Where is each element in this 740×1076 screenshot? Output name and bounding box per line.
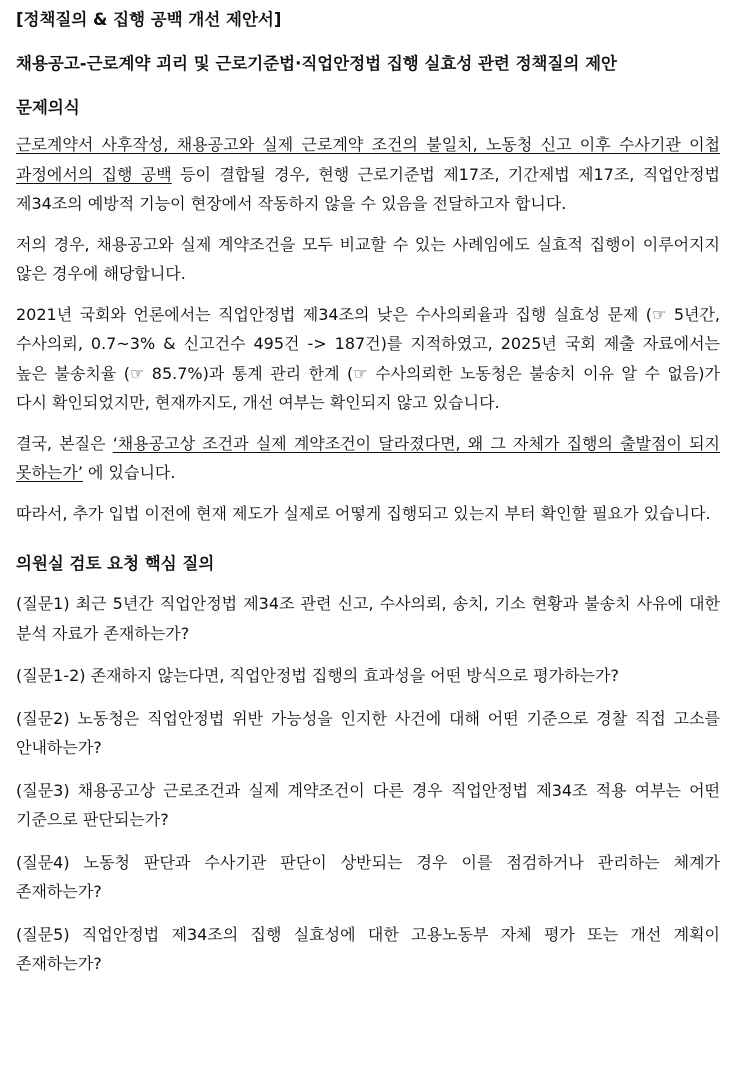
document-subtitle: 채용공고-근로계약 괴리 및 근로기준법·직업안정법 집행 실효성 관련 정책질의 제안 (16, 54, 617, 73)
paragraph-4-text-b: 에 있습니다. (82, 463, 176, 482)
paragraph-3-text-d: 수사의뢰한 노동청은 불송치 이유 알 수 없음)가 다시 확인되었지만, 현재까지도, 개선 여부는 확인되지 않고 있습니다. (16, 363, 721, 412)
pointing-hand-icon: ☞ (353, 363, 368, 383)
question-1: (질문1) 최근 5년간 직업안정법 제34조 관련 신고, 수사의뢰, 송치, 기소 현황과 불송치 사유에 대한 분석 자료가 존재하는가? (16, 594, 720, 643)
document-title: [정책질의 & 집행 공백 개선 제안서] (16, 10, 282, 29)
paragraph-1-text: 등이 결합될 경우, 현행 근로기준법 제17조, 기간제법 제17조, 직업안정법 제34조의 예방적 기능이 현장에서 작동하지 않을 수 있음을 전달하고자 합니다. (16, 164, 720, 213)
paragraph-3-text-c: 85.7%)과 통계 관리 한계 ( (144, 363, 354, 383)
question-4: (질문4) 노동청 판단과 수사기관 판단이 상반되는 경우 이를 점검하거나 관리하는 체계가 존재하는가? (16, 852, 720, 901)
paragraph-3-text-b: 5년간, 수사의뢰, 0.7~3% & 신고건수 495건 -> 187건)를 지적하였고, 2025년 국회 제출 자료에서는 높은 불송치율 ( (16, 304, 720, 383)
pointing-hand-icon: ☞ (129, 363, 145, 383)
section-heading-problem: 문제의식 (16, 98, 80, 117)
underlined-phrase-2: ‘채용공고상 조건과 실제 계약조건이 달라졌다면, 왜 그 자체가 집행의 출발점이 되지 못하는가’ (16, 433, 720, 482)
paragraph-3-text-a: 2021년 국회와 언론에서는 직업안정법 제34조의 낮은 수사의뢰율과 집행 실효성 문제 ( (16, 304, 653, 324)
paragraph-4 (16, 429, 720, 488)
paragraph-1 (16, 130, 720, 219)
question-2: (질문2) 노동청은 직업안정법 위반 가능성을 인지한 사건에 대해 어떤 기준으로 경찰 직접 고소를 안내하는가? (16, 708, 720, 757)
underlined-phrase-1: 근로계약서 사후작성, 채용공고와 실제 근로계약 조건의 불일치, 노동청 신고 이후 수사기관 이첩 과정에서의 집행 공백 (16, 135, 720, 184)
paragraph-2: 저의 경우, 채용공고와 실제 계약조건을 모두 비교할 수 있는 사례임에도 실효적 집행이 이루어지지 않은 경우에 해당합니다. (16, 234, 720, 283)
paragraph-5: 따라서, 추가 입법 이전에 현재 제도가 실제로 어떻게 집행되고 있는지 부터 확인할 필요가 있습니다. (16, 503, 711, 523)
question-1-2: (질문1-2) 존재하지 않는다면, 직업안정법 집행의 효과성을 어떤 방식으로 평가하는가? (16, 666, 619, 685)
question-5: (질문5) 직업안정법 제34조의 집행 실효성에 대한 고용노동부 자체 평가 또는 개선 계획이 존재하는가? (16, 924, 720, 973)
question-3: (질문3) 채용공고상 근로조건과 실제 계약조건이 다른 경우 직업안정법 제34조 적용 여부는 어떤 기준으로 판단되는가? (16, 780, 720, 829)
section-heading-core-questions: 의원실 검토 요청 핵심 질의 (16, 554, 215, 573)
paragraph-4-text-a: 결국, 본질은 (16, 433, 113, 453)
paragraph-3 (16, 300, 720, 418)
pointing-hand-icon: ☞ (652, 304, 667, 324)
